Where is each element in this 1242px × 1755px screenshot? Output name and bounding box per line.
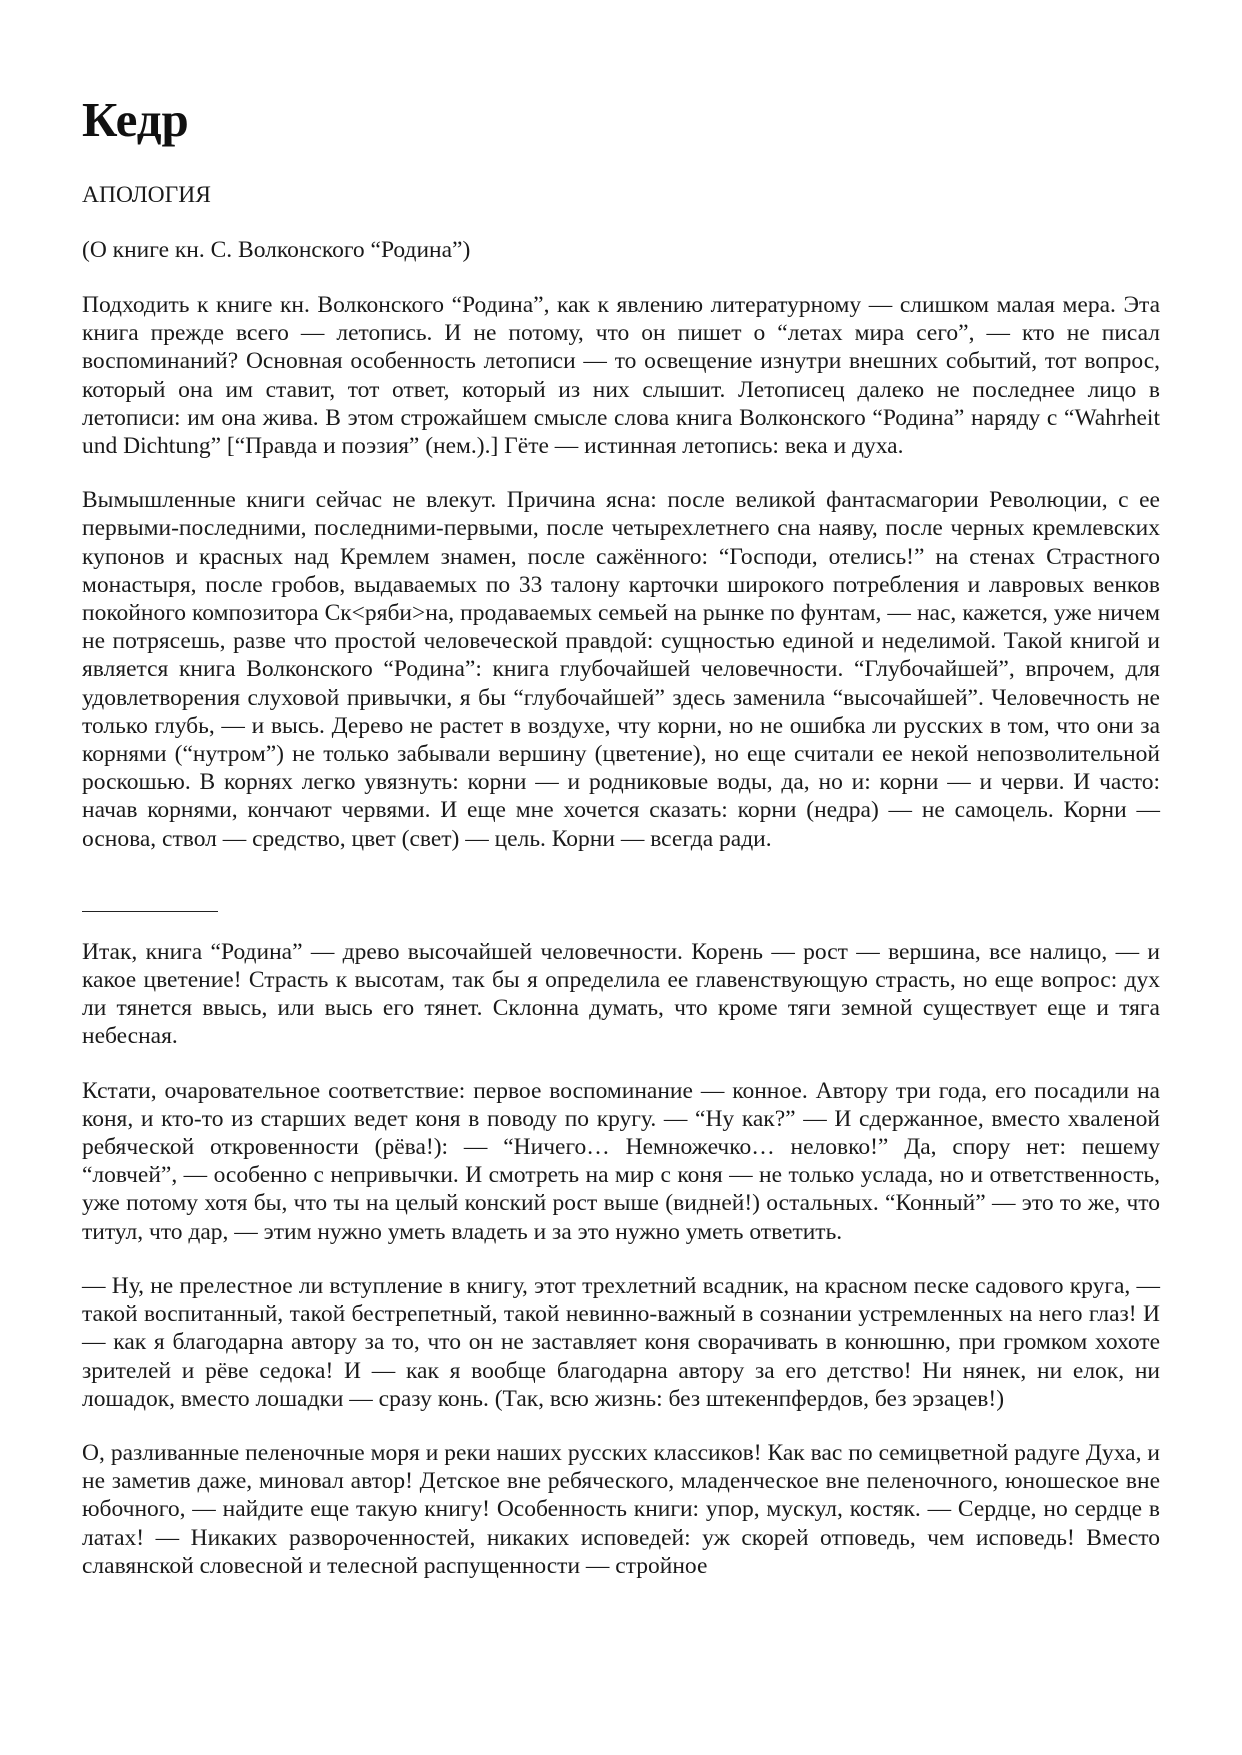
section-separator bbox=[82, 911, 218, 912]
document-page bbox=[82, 92, 1160, 1606]
paragraph: Итак, книга “Родина” — древо высочайшей человечности. Корень — рост — вершина, все налицо, — и какое цветение! Страсть к высотам, так бы я определила ее главенствующую страсть, но еще вопрос: дух ли тянется ввысь, или высь его тянет. Склонна думать, что кроме тяги земной существует еще и тяга небесная. bbox=[82, 938, 1160, 1050]
subtitle: АПОЛОГИЯ bbox=[82, 182, 211, 208]
book-note: (О книге кн. С. Волконского “Родина”) bbox=[82, 237, 471, 263]
paragraph: Кстати, очаровательное соответствие: первое воспоминание — конное. Автору три года, его посадили на коня, и кто-то из старших ведет коня в поводу по кругу. — “Ну как?” — И сдержанное, вместо хваленой ребяческой откровенности (рёва!): — “Ничего… Немножечко… неловко!” Да, спору нет: пешему “ловчей”, — особенно с непривычки. И смотреть на мир с коня — не только услада, но и ответственность, уже потому хотя бы, что ты на целый конский рост выше (видней!) остальных. “Конный” — это то же, что титул, что дар, — этим нужно уметь владеть и за это нужно уметь ответить. bbox=[82, 1077, 1160, 1245]
page-title: Кедр bbox=[82, 92, 189, 147]
paragraph: О, разливанные пеленочные моря и реки наших русских классиков! Как вас по семицветной радуге Духа, и не заметив даже, миновал автор! Детское вне ребяческого, младенческое вне пеленочного, юношеское вне юбочного, — найдите еще такую книгу! Особенность книги: упор, мускул, костяк. — Сердце, но сердце в латах! — Никаких развороченностей, никаких исповедей: уж скорей отповедь, чем исповедь! Вместо славянской словесной и телесной распущенности — стройное bbox=[82, 1439, 1160, 1579]
paragraph: Вымышленные книги сейчас не влекут. Причина ясна: после великой фантасмагории Революции, с ее первыми-последними, последними-первыми, после четырехлетнего сна наяву, после черных кремлевских купонов и красных над Кремлем знамен, после сажённого: “Господи, отелись!” на стенах Страстного монастыря, после гробов, выдаваемых по 33 талону карточки широкого потребления и лавровых венков покойного композитора Ск<ряби>на, продаваемых семьей на рынке по фунтам, — нас, кажется, уже ничем не потрясешь, разве что простой человеческой правдой: сущностью единой и неделимой. Такой книгой и является книга Волконского “Родина”: книга глубочайшей человечности. “Глубочайшей”, впрочем, для удовлетворения слуховой привычки, я бы “глубочайшей” здесь заменила “высочайшей”. Человечность не только глубь, — и высь. Дерево не растет в воздухе, чту корни, но не ошибка ли русских в том, что они за корнями (“нутром”) не только забывали вершину (цветение), но еще считали ее некой непозволительной роскошью. В корнях легко увязнуть: корни — и родниковые воды, да, но и: корни — и черви. И часто: начав корнями, кончают червями. И еще мне хочется сказать: корни (недра) — не самоцель. Корни —основа, ствол — средство, цвет (свет) — цель. Корни — всегда ради. bbox=[82, 487, 1160, 852]
paragraph: — Ну, не прелестное ли вступление в книгу, этот трехлетний всадник, на красном песке садового круга, — такой воспитанный, такой бестрепетный, такой невинно-важный в сознании устремленных на него глаз! И — как я благодарна автору за то, что он не заставляет коня сворачивать в конюшню, при громком хохоте зрителей и рёве седока! И — как я вообще благодарна автору за его детство! Ни нянек, ни елок, ни лошадок, вместо лошадки — сразу конь. (Так, всю жизнь: без штекенпфердов, без эрзацев!) bbox=[82, 1272, 1160, 1412]
paragraph: Подходить к книге кн. Волконского “Родина”, как к явлению литературному — слишком малая мера. Эта книга прежде всего — летопись. И не потому, что он пишет о “летах мира сего”, — кто не писал воспоминаний? Основная особенность летописи — то освещение изнутри внешних событий, тот вопрос, который она им ставит, тот ответ, который из них слышит. Летописец далеко не последнее лицо в летописи: им она жива. В этом строжайшем смысле слова книга Волконского “Родина” наряду с “Wahrheit und Dichtung” [“Правда и поэзия” (нем.).] Гёте — истинная летопись: века и духа. bbox=[82, 292, 1160, 460]
